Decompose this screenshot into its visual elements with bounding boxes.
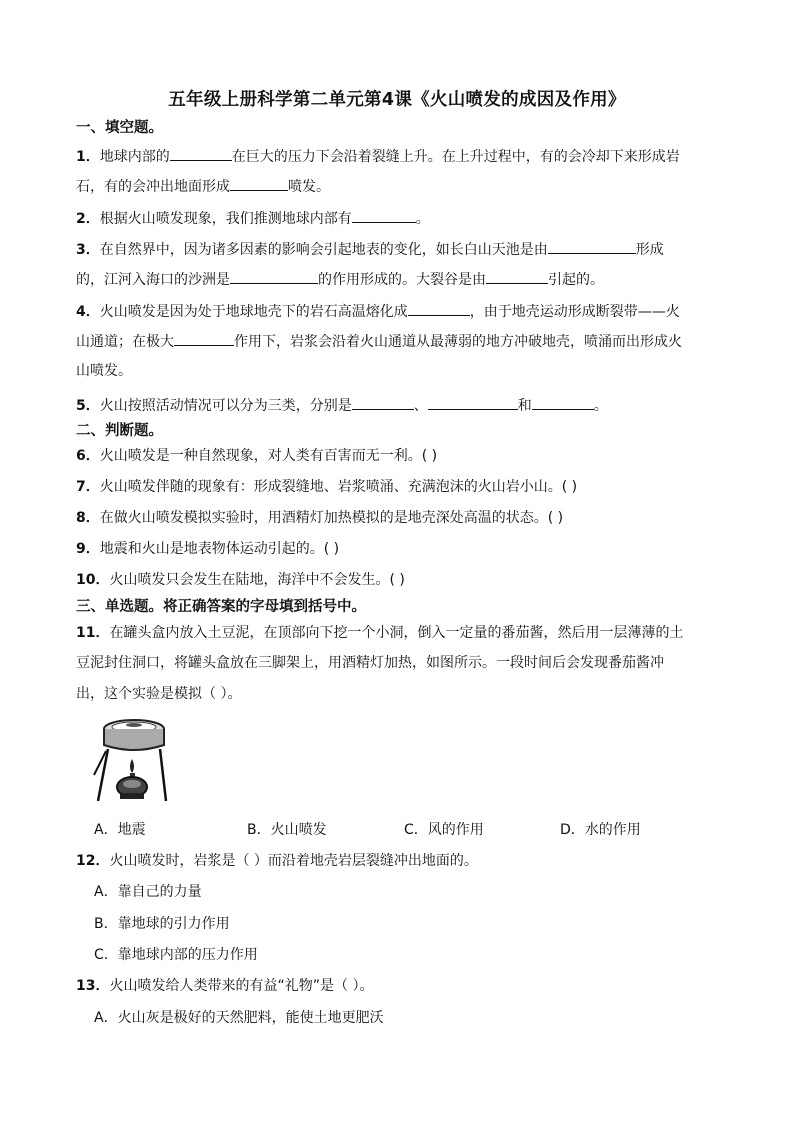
question-text: 在做火山喷发模拟实验时，用酒精灯加热模拟的是地壳深处高温的状态。( ) (99, 510, 564, 526)
question-text: 形成 (635, 242, 664, 258)
answer-blank[interactable] (230, 268, 318, 284)
answer-blank[interactable] (428, 394, 518, 410)
question-number: 7． (76, 479, 100, 495)
question-7 (76, 477, 577, 497)
question-text: 火山按照活动情况可以分为三类，分别是 (99, 398, 352, 414)
question-text: 在自然界中，因为诸多因素的影响会引起地表的变化，如长白山天池是由 (99, 242, 548, 258)
section-fill-in-blank: 一、填空题。 (76, 120, 163, 136)
answer-blank[interactable] (174, 330, 234, 346)
question-text: 、 (413, 398, 428, 414)
question-5 (76, 394, 608, 416)
question-2 (76, 207, 430, 229)
question-text: 在巨大的压力下会沿着裂缝上升。在上升过程中，有的会冷却下来形成岩 (231, 149, 680, 165)
question-number: 4． (76, 304, 100, 320)
option-b[interactable]: B．靠地球的引力作用 (94, 916, 230, 932)
option-c[interactable]: C．靠地球内部的压力作用 (94, 947, 258, 963)
answer-blank[interactable] (408, 300, 470, 316)
question-number: 13． (76, 978, 110, 994)
answer-blank[interactable] (230, 175, 288, 191)
question-text: 火山喷发只会发生在陆地，海洋中不会发生。( ) (109, 572, 405, 588)
question-text: 石，有的会冲出地面形成 (76, 179, 230, 195)
answer-blank[interactable] (532, 394, 594, 410)
option-a[interactable]: A．靠自己的力量 (94, 884, 202, 900)
option-d[interactable]: D．水的作用 (560, 822, 641, 838)
question-text: 。 (593, 398, 608, 414)
question-text: 地球内部的 (99, 149, 170, 165)
answer-blank[interactable] (170, 145, 232, 161)
option-b[interactable]: B．火山喷发 (247, 822, 327, 838)
section-single-choice: 三、单选题。将正确答案的字母填到括号中。 (76, 599, 366, 615)
question-text: 地震和火山是地表物体运动引起的。( ) (99, 541, 340, 557)
question-1-line-2 (76, 175, 330, 197)
question-4-line-3: 山喷发。 (76, 363, 132, 379)
question-text: 。 (415, 211, 430, 227)
question-number: 8． (76, 510, 100, 526)
question-text: 的作用形成的。大裂谷是由 (318, 272, 486, 288)
question-number: 5． (76, 398, 100, 414)
option-a[interactable]: A．火山灰是极好的天然肥料，能使土地更肥沃 (94, 1010, 384, 1026)
question-number: 11． (76, 625, 110, 641)
question-number: 9． (76, 541, 100, 557)
answer-blank[interactable] (486, 268, 548, 284)
question-text: 火山喷发时，岩浆是（ ）而沿着地壳岩层裂缝冲出地面的。 (109, 853, 478, 869)
question-text: 火山喷发是因为处于地球地壳下的岩石高温熔化成 (99, 304, 408, 320)
question-text: ，由于地壳运动形成断裂带——火 (469, 304, 680, 320)
question-text: 山通道；在极大 (76, 334, 174, 350)
question-number: 2． (76, 211, 100, 227)
tripod-alcohol-lamp-illustration (92, 715, 168, 805)
question-text: 火山喷发伴随的现象有：形成裂缝地、岩浆喷涌、充满泡沫的火山岩小山。( ) (99, 479, 578, 495)
question-4-line-1 (76, 300, 680, 322)
page-title: 五年级上册科学第二单元第4课《火山喷发的成因及作用》 (168, 90, 626, 110)
question-text: 引起的。 (548, 272, 604, 288)
question-4-line-2 (76, 330, 682, 352)
question-text: 在罐头盒内放入土豆泥，在顶部向下挖一个小洞，倒入一定量的番茄酱，然后用一层薄薄的土 (109, 625, 684, 641)
question-11-line-1 (76, 623, 683, 643)
question-13 (76, 976, 373, 996)
answer-blank[interactable] (352, 394, 414, 410)
question-text: 的，江河入海口的沙洲是 (76, 272, 230, 288)
question-11-line-2: 豆泥封住洞口，将罐头盒放在三脚架上，用酒精灯加热，如图所示。一段时间后会发现番茄酱冲 (76, 655, 664, 671)
question-10 (76, 570, 405, 590)
question-12 (76, 851, 478, 871)
question-text: 作用下，岩浆会沿着火山通道从最薄弱的地方冲破地壳，喷涌而出形成火 (234, 334, 682, 350)
question-number: 10． (76, 572, 110, 588)
question-text: 和 (517, 398, 532, 414)
question-1-line-1 (76, 145, 680, 167)
answer-blank[interactable] (548, 238, 636, 254)
section-true-false: 二、判断题。 (76, 423, 163, 439)
question-text: 根据火山喷发现象，我们推测地球内部有 (99, 211, 352, 227)
option-a[interactable]: A．地震 (94, 822, 146, 838)
question-text: 火山喷发是一种自然现象，对人类有百害而无一利。( ) (99, 448, 438, 464)
question-number: 12． (76, 853, 110, 869)
question-9 (76, 539, 339, 559)
question-8 (76, 508, 563, 528)
question-text: 喷发。 (288, 179, 330, 195)
answer-blank[interactable] (352, 207, 416, 223)
option-c[interactable]: C．风的作用 (404, 822, 484, 838)
question-number: 3． (76, 242, 100, 258)
question-number: 1． (76, 149, 100, 165)
question-text: 火山喷发给人类带来的有益“礼物”是（ ）。 (109, 978, 374, 994)
question-number: 6． (76, 448, 100, 464)
question-3-line-1 (76, 238, 664, 260)
question-3-line-2 (76, 268, 604, 290)
question-6 (76, 446, 437, 466)
question-11-line-3: 出，这个实验是模拟（ ）。 (76, 686, 242, 702)
